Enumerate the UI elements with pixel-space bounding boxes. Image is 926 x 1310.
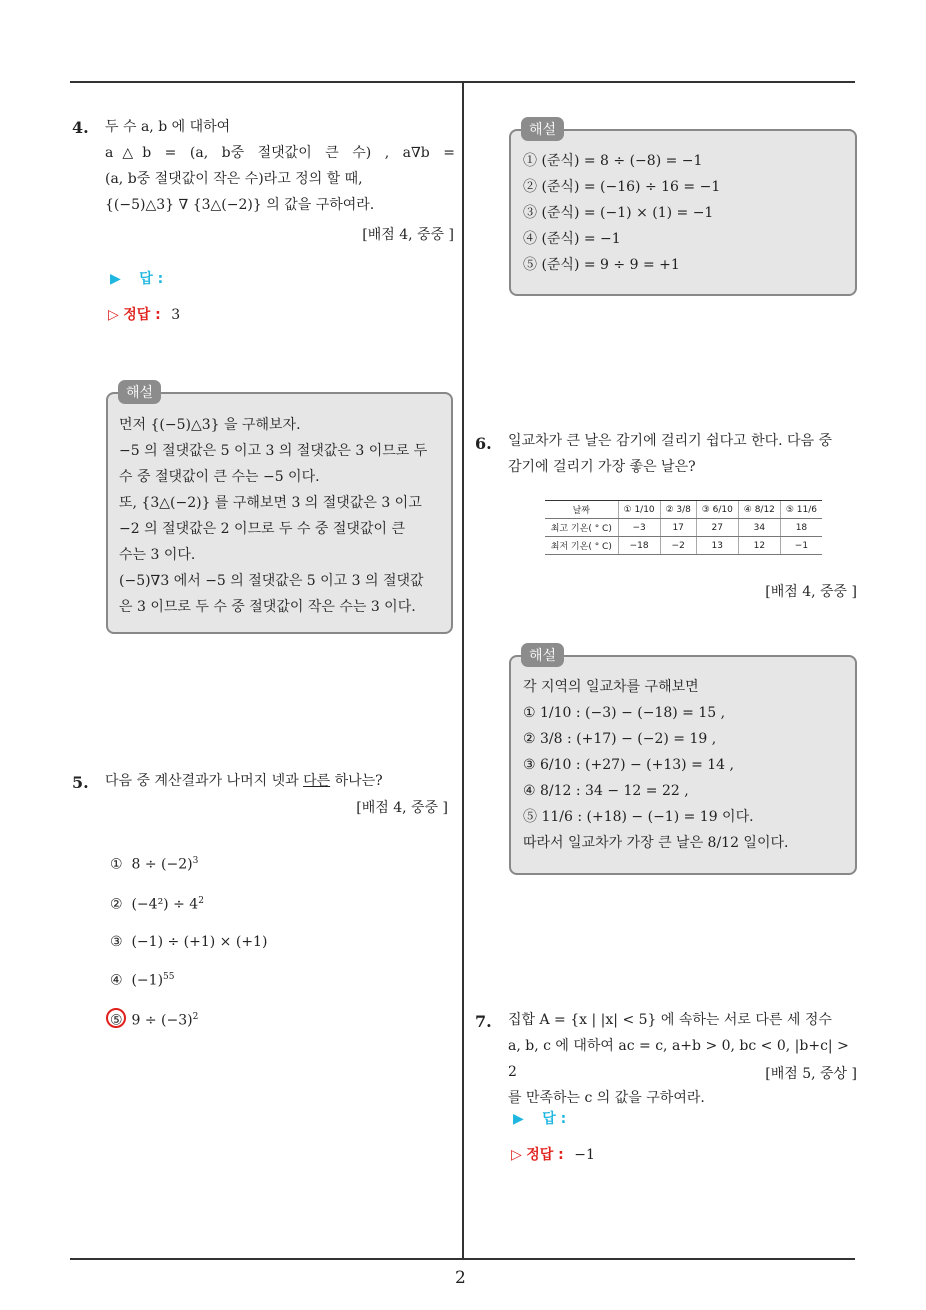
q4-line: 두 수 a, b 에 대하여 xyxy=(105,119,231,135)
q4-explanation-box xyxy=(106,392,453,634)
q6-number: 6. xyxy=(475,434,492,453)
table-cell: ⑤ 11/6 xyxy=(780,501,822,519)
hollow-arrow-icon: ▷ xyxy=(511,1147,522,1163)
option-sup: 2 xyxy=(198,896,204,906)
table-cell: −1 xyxy=(780,537,822,555)
table-row xyxy=(545,519,822,537)
column-divider xyxy=(462,83,464,1258)
q7-correct-row xyxy=(511,1144,595,1164)
explain-line: ⑤ 11/6 : (+18) − (−1) = 19 이다. xyxy=(523,809,754,825)
q5-option-3[interactable] xyxy=(110,934,267,950)
q5-explanation-tag: 해설 xyxy=(521,117,564,141)
option-text: (−1) xyxy=(131,972,164,989)
table-cell: ④ 8/12 xyxy=(738,501,780,519)
explain-line: 은 3 이므로 두 수 중 절댓값이 작은 수는 3 이다. xyxy=(119,599,416,615)
explain-line: 따라서 일교차가 가장 큰 날은 8/12 일이다. xyxy=(523,835,789,851)
q5-text-post: 하나는? xyxy=(330,773,383,789)
table-cell: 13 xyxy=(696,537,738,555)
explain-line: ① (준식) = 8 ÷ (−8) = −1 xyxy=(523,153,703,169)
q4-correct-value: 3 xyxy=(171,307,181,323)
option-mark: ① xyxy=(110,856,123,873)
q6-explanation-tag: 해설 xyxy=(521,643,564,667)
page-number: 2 xyxy=(455,1268,466,1288)
q7-score-meta: [배점 5, 중상 ] xyxy=(765,1066,857,1082)
q4-correct-row xyxy=(108,304,180,324)
option-sup: 2 xyxy=(192,1012,199,1022)
explain-line: ③ 6/10 : (+27) − (+13) = 14 , xyxy=(523,757,734,773)
q4-score-meta: [배점 4, 중중 ] xyxy=(362,227,454,243)
option-mark: ③ xyxy=(110,934,123,950)
q4-line: a△b = (a, b중 절댓값이 큰 수) , a∇b = xyxy=(105,145,455,161)
option-mark: ④ xyxy=(110,972,123,989)
table-cell: ③ 6/10 xyxy=(696,501,738,519)
explain-line: 먼저 {(−5)△3} 을 구해보자. xyxy=(119,417,301,433)
table-cell: −2 xyxy=(660,537,696,555)
q4-explanation-tag: 해설 xyxy=(118,380,161,404)
q7-line: a, b, c 에 대하여 ac = c, a+b > 0, bc < 0, |b+c| > 2 xyxy=(508,1038,849,1080)
q6-line: 일교차가 큰 날은 감기에 걸리기 쉽다고 한다. 다음 중 xyxy=(508,433,833,449)
option-text: (−1) ÷ (+1) × (+1) xyxy=(131,934,268,950)
explain-line: (−5)∇3 에서 −5 의 절댓값은 5 이고 3 의 절댓값 xyxy=(119,573,424,589)
explain-line: 수는 3 이다. xyxy=(119,547,196,563)
q7-answer-label: 답 : xyxy=(542,1111,567,1127)
q7-correct-label: 정답 : xyxy=(526,1147,564,1163)
q6-explanation-box xyxy=(509,655,857,875)
q7-correct-value: −1 xyxy=(574,1147,595,1163)
q5-explanation-text xyxy=(523,148,720,278)
q4-text xyxy=(105,114,455,218)
q4-answer-label: 답 : xyxy=(139,271,164,287)
table-cell: 34 xyxy=(738,519,780,537)
q5-text xyxy=(105,768,383,794)
q5-text-underlined: 다른 xyxy=(303,773,331,789)
explain-line: 수 중 절댓값이 큰 수는 −5 이다. xyxy=(119,469,320,485)
temperature-table xyxy=(545,500,822,555)
explain-line: ④ 8/12 : 34 − 12 = 22 , xyxy=(523,783,689,799)
q7-number: 7. xyxy=(475,1012,492,1031)
q6-line: 감기에 걸리기 가장 좋은 날은? xyxy=(508,459,696,475)
table-cell: 27 xyxy=(696,519,738,537)
option-text: 8 ÷ (−2) xyxy=(131,856,193,873)
q4-answer-row xyxy=(110,268,163,288)
q5-option-1[interactable] xyxy=(110,856,198,873)
q5-option-4[interactable] xyxy=(110,972,174,989)
bottom-rule xyxy=(70,1258,855,1260)
q4-explanation-text xyxy=(119,412,447,620)
table-cell: 17 xyxy=(660,519,696,537)
q7-answer-row xyxy=(513,1108,566,1128)
q7-line: 를 만족하는 c 의 값을 구하여라. xyxy=(508,1090,705,1106)
q5-explanation-box xyxy=(509,129,857,296)
explain-line: 또, {3△(−2)} 를 구해보면 3 의 절댓값은 3 이고 xyxy=(119,495,422,511)
table-row xyxy=(545,537,822,555)
table-cell: ① 1/10 xyxy=(618,501,660,519)
play-arrow-icon: ▶ xyxy=(513,1111,524,1127)
play-arrow-icon: ▶ xyxy=(110,271,121,287)
hollow-arrow-icon: ▷ xyxy=(108,307,119,323)
option-sup: 55 xyxy=(163,972,175,982)
option-mark: ② xyxy=(110,896,123,913)
table-cell: 날짜 xyxy=(545,501,618,519)
table-cell: 최저 기온( ° C) xyxy=(545,537,618,555)
table-cell: −18 xyxy=(618,537,660,555)
q4-number: 4. xyxy=(72,118,89,137)
q7-line: 집합 A = {x | |x| < 5} 에 속하는 서로 다른 세 정수 xyxy=(508,1012,832,1028)
table-cell: 최고 기온( ° C) xyxy=(545,519,618,537)
q7-text xyxy=(508,1007,858,1111)
explain-line: ② 3/8 : (+17) − (−2) = 19 , xyxy=(523,731,717,747)
q4-line: (a, b중 절댓값이 작은 수)라고 정의 할 때, xyxy=(105,171,363,187)
explain-line: −2 의 절댓값은 2 이므로 두 수 중 절댓값이 큰 xyxy=(119,521,405,537)
option-mark: ⑤ xyxy=(110,1012,123,1029)
table-cell: ② 3/8 xyxy=(660,501,696,519)
explain-line: ③ (준식) = (−1) × (1) = −1 xyxy=(523,205,714,221)
q5-text-pre: 다음 중 계산결과가 나머지 넷과 xyxy=(105,773,304,789)
option-text: (−4²) ÷ 4 xyxy=(131,896,199,913)
explain-line: −5 의 절댓값은 5 이고 3 의 절댓값은 3 이므로 두 xyxy=(119,443,428,459)
table-cell: 18 xyxy=(780,519,822,537)
explain-line: ① 1/10 : (−3) − (−18) = 15 , xyxy=(523,705,726,721)
answer-circle-mark xyxy=(106,1008,126,1028)
q6-text xyxy=(508,428,832,480)
table-cell: 12 xyxy=(738,537,780,555)
table-cell: −3 xyxy=(618,519,660,537)
option-sup: 3 xyxy=(192,856,199,866)
q6-score-meta: [배점 4, 중중 ] xyxy=(765,584,857,600)
option-text: 9 ÷ (−3) xyxy=(131,1012,193,1029)
q5-score-meta: [배점 4, 중중 ] xyxy=(356,800,448,816)
q6-explanation-text xyxy=(523,674,788,856)
q5-option-2[interactable] xyxy=(110,896,204,913)
q5-number: 5. xyxy=(72,773,89,792)
explain-line: ④ (준식) = −1 xyxy=(523,231,621,247)
table-header-row xyxy=(545,501,822,519)
explain-line: ② (준식) = (−16) ÷ 16 = −1 xyxy=(523,179,721,195)
explain-line: 각 지역의 일교차를 구해보면 xyxy=(523,679,699,695)
q4-correct-label: 정답 : xyxy=(123,307,161,323)
q4-line: {(−5)△3} ∇ {3△(−2)} 의 값을 구하여라. xyxy=(105,197,375,213)
explain-line: ⑤ (준식) = 9 ÷ 9 = +1 xyxy=(523,257,680,273)
